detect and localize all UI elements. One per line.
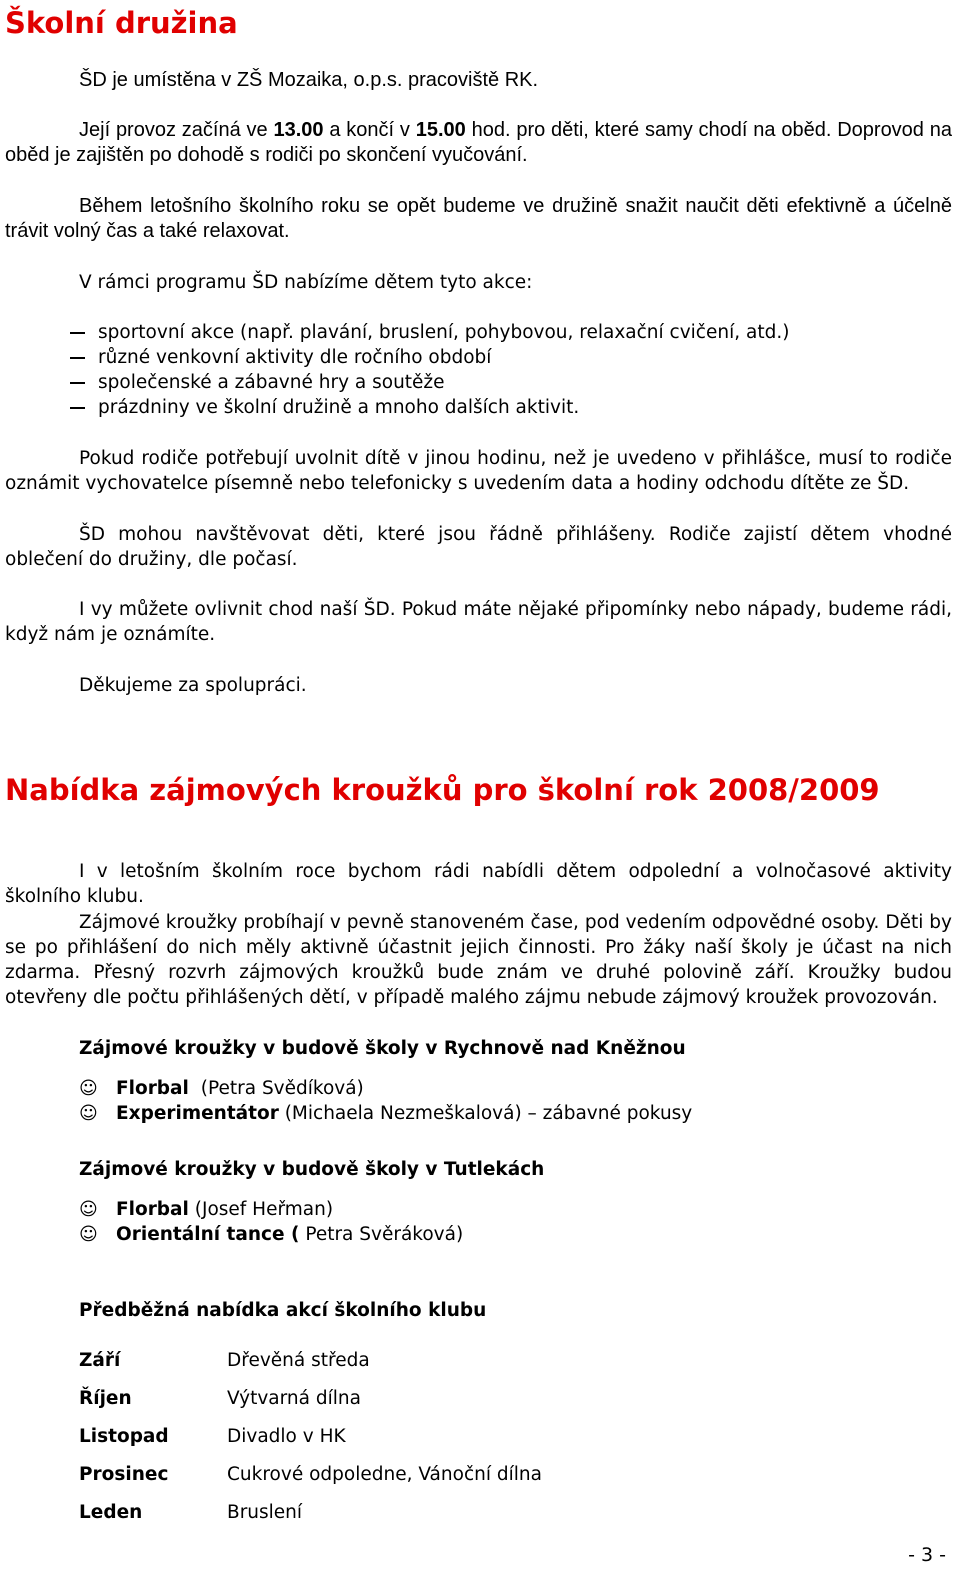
list-item <box>70 320 789 345</box>
hours-text-c: hod. pro děti, které samy chodí na oběd. Doprovod na oběd je zajištěn po dohodě s rodiči po skončení vyučování. <box>5 119 952 166</box>
smiley-icon: ☺ <box>79 1078 98 1099</box>
dash-bullet-icon <box>70 382 85 384</box>
paragraph-location: ŠD je umístěna v ZŠ Mozaika, o.p.s. pracoviště RK. <box>79 69 539 91</box>
list-item <box>79 1197 333 1222</box>
club-name: Orientální tance ( <box>116 1224 300 1245</box>
paragraph-enrollment: ŠD mohou navštěvovat děti, které jsou řádně přihlášeny. Rodiče zajistí dětem vhodné oblečení do družiny, dle počasí. <box>5 524 952 570</box>
events-table <box>0 1348 960 1538</box>
paragraph-club-intro: I v letošním školním roce bychom rádi nabídli dětem odpolední a volnočasové aktivity školního klubu. <box>5 861 952 907</box>
list-item <box>70 370 789 395</box>
smiley-icon: ☺ <box>79 1224 98 1245</box>
list-item <box>79 1222 463 1247</box>
hours-text-a: Její provoz začíná ve <box>79 119 274 141</box>
event-month: Leden <box>79 1502 143 1523</box>
paragraph-program-intro: V rámci programu ŠD nabízíme dětem tyto akce: <box>79 272 533 293</box>
event-month: Říjen <box>79 1388 132 1409</box>
club-leader: (Josef Heřman) <box>188 1199 334 1220</box>
dash-bullet-icon <box>70 332 85 334</box>
event-name: Výtvarná dílna <box>227 1388 361 1409</box>
list-item <box>79 1101 692 1126</box>
paragraph-feedback: I vy můžete ovlivnit chod naší ŠD. Pokud máte nějaké připomínky nebo nápady, budeme rádi, když nám je oznámíte. <box>5 599 952 645</box>
heading-rychnov: Zájmové kroužky v budově školy v Rychnově nad Kněžnou <box>79 1038 686 1059</box>
list-item-text: různé venkovní aktivity dle ročního období <box>98 347 492 368</box>
list-item-text: prázdniny ve školní družině a mnoho dalších aktivit. <box>98 397 580 418</box>
club-name: Florbal <box>116 1199 189 1220</box>
smiley-icon: ☺ <box>79 1199 98 1220</box>
end-time: 15.00 <box>415 119 466 141</box>
club-leader: (Petra Svědíková) <box>194 1078 364 1099</box>
smiley-icon: ☺ <box>79 1103 98 1124</box>
list-item-text: společenské a zábavné hry a soutěže <box>98 372 445 393</box>
club-name: Florbal <box>116 1078 189 1099</box>
event-name: Divadlo v HK <box>227 1426 346 1447</box>
paragraph-goals: Během letošního školního roku se opět budeme ve družině snažit naučit děti efektivně a účelně trávit volný čas a také relaxovat. <box>5 195 952 242</box>
paragraph-thanks: Děkujeme za spolupráci. <box>79 675 307 696</box>
event-month: Prosinec <box>79 1464 169 1485</box>
start-time: 13.00 <box>273 119 324 141</box>
event-month: Září <box>79 1350 121 1371</box>
event-name: Dřevěná středa <box>227 1350 370 1371</box>
heading-tutleky: Zájmové kroužky v budově školy v Tutlekách <box>79 1159 545 1180</box>
event-name: Cukrové odpoledne, Vánoční dílna <box>227 1464 542 1485</box>
club-name: Experimentátor <box>116 1103 279 1124</box>
club-leader: Petra Svěráková) <box>299 1224 464 1245</box>
list-item-text: sportovní akce (např. plavání, bruslení, pohybovou, relaxační cvičení, atd.) <box>98 322 790 343</box>
list-item <box>79 1076 364 1101</box>
paragraph-club-details: Zájmové kroužky probíhají v pevně stanoveném čase, pod vedením odpovědné osoby. Děti by se po přihlášení do nich měly aktivně účastnit jejich činnosti. Pro žáky naší školy je účast na nich zdarma. Přesný rozvrh zájmových kroužků bude znám ve druhé polovině září. Kroužky budou otevřeny dle počtu přihlášených dětí, v případě malého zájmu nebude zájmový kroužek provozován. <box>5 912 952 1008</box>
paragraph-hours <box>5 118 952 168</box>
list-item <box>70 345 789 370</box>
paragraph-pickup: Pokud rodiče potřebují uvolnit dítě v jinou hodinu, než je uvedeno v přihlášce, musí to rodiče oznámit vychovatelce písemně nebo telefonicky s uvedením data a hodiny odchodu dítěte ze ŠD. <box>5 448 952 494</box>
dash-bullet-icon <box>70 357 85 359</box>
hours-text-b: a končí v <box>323 119 416 141</box>
section-title-skolni-druzina: Školní družina <box>5 6 238 40</box>
event-month: Listopad <box>79 1426 169 1447</box>
list-item <box>70 395 789 420</box>
page-number: - 3 - <box>908 1544 946 1566</box>
event-name: Bruslení <box>227 1502 303 1523</box>
activity-list <box>70 320 789 420</box>
dash-bullet-icon <box>70 407 85 409</box>
club-leader: (Michaela Nezmeškalová) – zábavné pokusy <box>278 1103 693 1124</box>
heading-klub-events: Předběžná nabídka akcí školního klubu <box>79 1300 487 1321</box>
section-title-krouzky: Nabídka zájmových kroužků pro školní rok 2008/2009 <box>5 773 880 807</box>
